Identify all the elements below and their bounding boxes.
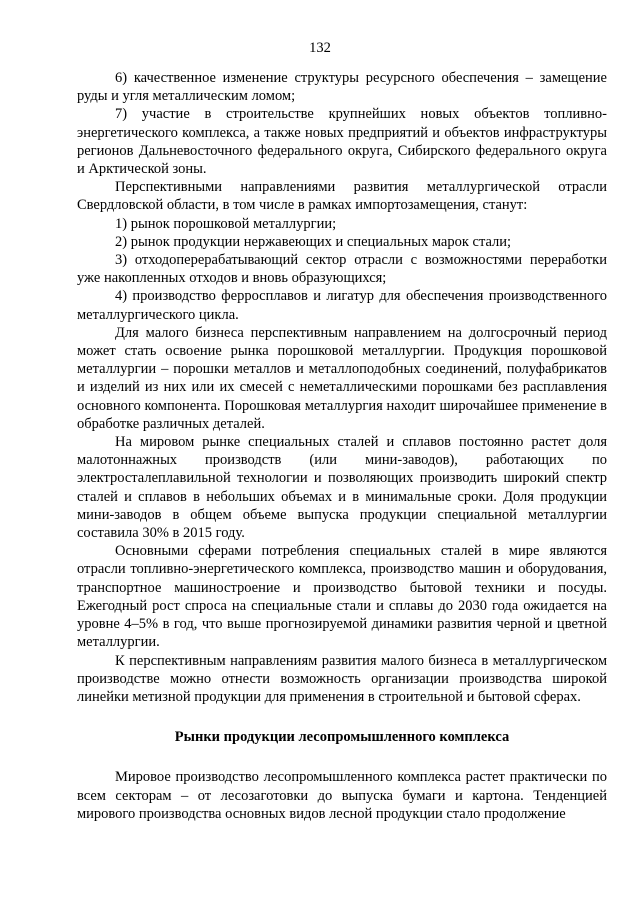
page-number: 132 <box>309 40 331 56</box>
paragraph: 3) отходоперерабатывающий сектор отрасли с возможностями переработки уже накопленных отходов и вновь образующихся; <box>77 252 607 287</box>
document-body <box>77 69 607 823</box>
paragraph: 7) участие в строительстве крупнейших новых объектов топливно-энергетического комплекса, а также новых предприятий и объектов инфраструктуры регионов Дальневосточного федерального округа, Сибирского федерального округа и Арктической зоны. <box>77 106 607 178</box>
paragraph: Мировое производство лесопромышленного комплекса растет практически по всем секторам – от лесозаготовки до выпуска бумаги и картона. Тенденцией мирового производства основных видов лесной продукции стало продолжение <box>77 769 607 822</box>
paragraph: Основными сферами потребления специальных сталей в мире являются отрасли топливно-энергетического комплекса, производство машин и оборудования, транспортное машиностроение и производство бытовой техники и посуды. Ежегодный рост спроса на специальные стали и сплавы до 2030 года ожидается на уровне 4–5% в год, что выше прогнозируемой динамики развития черной и цветной металлургии. <box>77 543 607 651</box>
paragraph: На мировом рынке специальных сталей и сплавов постоянно растет доля малотоннажных производств (или мини-заводов), работающих по электросталеплавильной технологии и позволяющих производить широкий спектр сталей и сплавов в небольших объемах и в минимальные сроки. Доля продукции мини-заводов в общем объеме выпуска продукции специальной металлургии составила 30% в 2015 году. <box>77 434 607 542</box>
paragraph: 1) рынок порошковой металлургии; <box>115 215 337 232</box>
section-heading: Рынки продукции лесопромышленного комплекса <box>174 729 510 746</box>
paragraph: 6) качественное изменение структуры ресурсного обеспечения – замещение руды и угля металлическим ломом; <box>77 70 607 105</box>
paragraph: Для малого бизнеса перспективным направлением на долгосрочный период может стать освоение рынка порошковой металлургии. Продукция порошковой металлургии – порошки металлов и металлоподобных соединений, полуфабрикатов и изделий из них или их смесей с неметаллическими порошками без расплавления основного компонента. Порошковая металлургия находит широчайшее применение в обработке различных деталей. <box>77 324 607 432</box>
paragraph: Перспективными направлениями развития металлургической отрасли Свердловской области, в том числе в рамках импортозамещения, станут: <box>77 179 607 214</box>
paragraph: К перспективным направлениям развития малого бизнеса в металлургическом производстве можно отнести возможность организации производства широкой линейки метизной продукции для применения в строительной и бытовой сферах. <box>77 652 607 705</box>
paragraph: 4) производство ферросплавов и лигатур для обеспечения производственного металлургического цикла. <box>77 288 607 323</box>
paragraph: 2) рынок продукции нержавеющих и специальных марок стали; <box>115 233 512 250</box>
